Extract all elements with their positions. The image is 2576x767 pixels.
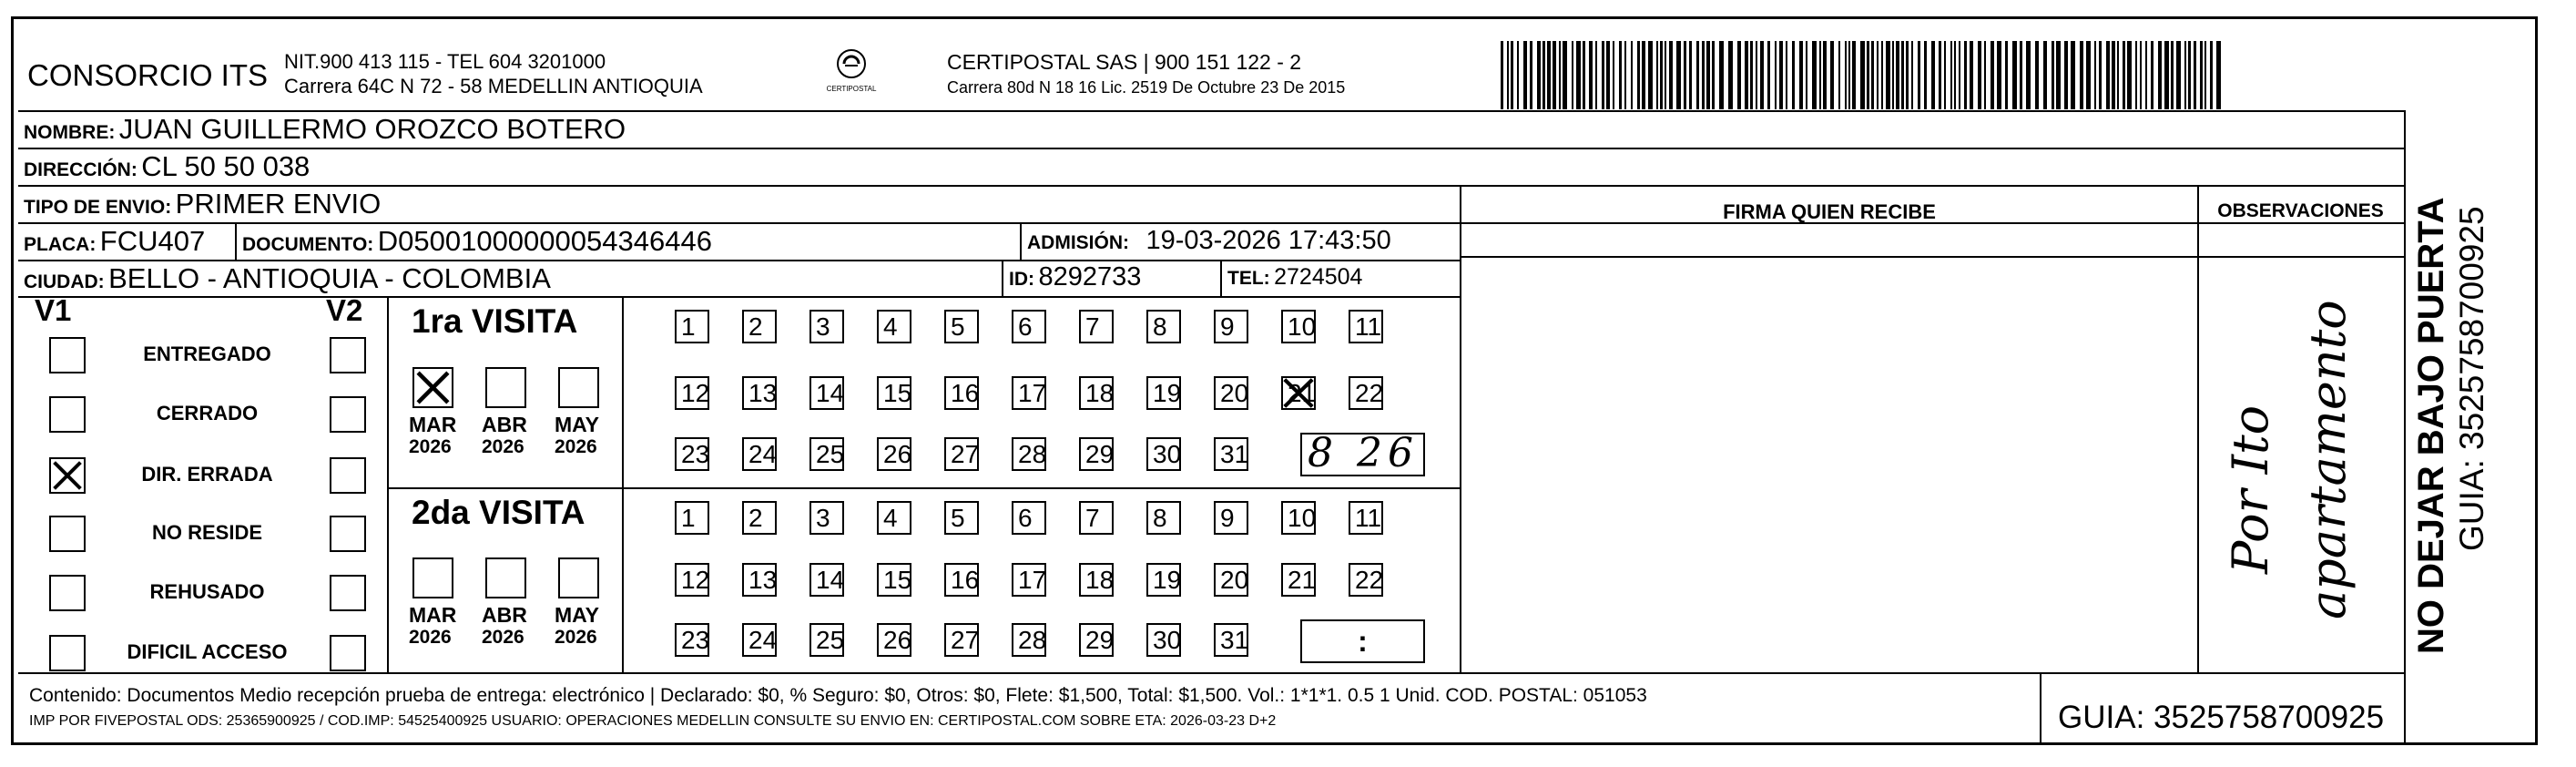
- barcode-bar: [2071, 41, 2075, 109]
- visit2-day-box[interactable]: 24: [742, 623, 777, 657]
- visit2-day-box[interactable]: 15: [877, 563, 911, 597]
- barcode-bar: [1656, 41, 1658, 109]
- barcode-bar: [1799, 41, 1803, 109]
- tipo-row: [24, 188, 381, 220]
- barcode-bar: [1848, 41, 1850, 109]
- visit2-month-label: MAR: [409, 603, 457, 627]
- visit2-day-box[interactable]: 31: [1214, 623, 1248, 657]
- barcode-bar: [2035, 41, 2039, 109]
- rule: [2404, 110, 2406, 745]
- barcode-bar: [1867, 41, 1869, 109]
- barcode-bar: [1756, 41, 1757, 109]
- rule: [1220, 260, 1222, 296]
- documento-label: DOCUMENTO:: [242, 234, 374, 255]
- placa-value: FCU407: [99, 225, 206, 257]
- barcode-bar: [2140, 41, 2142, 109]
- barcode-bar: [1881, 41, 1883, 109]
- barcode-bar: [2145, 41, 2147, 109]
- visit1-day-box[interactable]: 16: [944, 376, 979, 410]
- visit2-day-box[interactable]: 27: [944, 623, 979, 657]
- barcode-bar: [1619, 41, 1622, 109]
- barcode-bar: [1637, 41, 1640, 109]
- visit2-day-box[interactable]: 14: [809, 563, 844, 597]
- status-label: NO RESIDE: [151, 521, 263, 544]
- v2-checkbox[interactable]: [330, 635, 366, 671]
- barcode-bar: [1559, 41, 1561, 109]
- barcode-bar: [2210, 41, 2213, 109]
- barcode-bar: [2184, 41, 2186, 109]
- status-label: DIFICIL ACCESO: [127, 640, 288, 663]
- barcode-bar: [1648, 41, 1653, 109]
- barcode-bar: [1507, 41, 1509, 109]
- v1-checkbox[interactable]: [49, 396, 86, 433]
- visit2-month-checkbox[interactable]: [485, 557, 526, 598]
- nombre-value: JUAN GUILLERMO OROZCO BOTERO: [118, 113, 626, 145]
- ciudad-value: BELLO - ANTIOQUIA - COLOMBIA: [108, 262, 551, 294]
- observation-line1: Por Ito: [2222, 404, 2279, 574]
- firma-area[interactable]: [1462, 259, 2196, 671]
- visit1-day-check: [1281, 376, 1316, 410]
- v2-checkbox[interactable]: [330, 457, 366, 494]
- direccion-value: CL 50 50 038: [141, 150, 311, 182]
- footer-contenido: Contenido: Documentos Medio recepción prueba de entrega: electrónico | Declarado: $0, % Seguro: $0, Otros: $0, Flete: $1,500, Total: $1,500. Vol.: 1*1*1. 0.5 1 Unid. COD. POSTAL: 051053: [29, 685, 1647, 706]
- visit2-day-box[interactable]: 22: [1349, 563, 1383, 597]
- barcode-bar: [2176, 41, 2181, 109]
- visit1-day-box[interactable]: 18: [1079, 376, 1114, 410]
- company-name: CONSORCIO ITS: [27, 58, 269, 92]
- barcode-bar: [1642, 41, 1645, 109]
- visit2-day-box[interactable]: 29: [1079, 623, 1114, 657]
- barcode-bar: [2052, 41, 2054, 109]
- barcode-bar: [1860, 41, 1865, 109]
- side-guia: GUIA: 3525758700925: [2453, 206, 2490, 551]
- visit2-day-box[interactable]: 19: [1146, 563, 1181, 597]
- visit1-month-label: MAY: [555, 413, 599, 436]
- visit2-day-box[interactable]: 11: [1349, 501, 1383, 535]
- visit1-day-box[interactable]: 30: [1146, 437, 1181, 471]
- visit2-day-box[interactable]: 6: [1012, 501, 1046, 535]
- rule: [1460, 185, 1461, 672]
- barcode-bar: [1684, 41, 1686, 109]
- observaciones-handwriting: [2222, 273, 2386, 656]
- visit1-month-label: ABR: [482, 413, 527, 436]
- visit1-day-box[interactable]: 3: [809, 310, 844, 343]
- barcode-bar: [1838, 41, 1840, 109]
- status-label: CERRADO: [156, 402, 259, 424]
- visit1-time: 8 26: [1308, 430, 1419, 476]
- barcode-bar: [1706, 41, 1710, 109]
- barcode-bar: [1669, 41, 1673, 109]
- barcode: [1501, 41, 2229, 109]
- visit1-title: 1ra VISITA: [412, 302, 578, 340]
- barcode-bar: [1964, 41, 1967, 109]
- barcode-bar: [2099, 41, 2102, 109]
- rule: [622, 296, 624, 672]
- visit1-day-box[interactable]: 27: [944, 437, 979, 471]
- visit1-day-box[interactable]: 10: [1281, 310, 1316, 343]
- barcode-bar: [1892, 41, 1894, 109]
- barcode-bar: [1517, 41, 1519, 109]
- barcode-bar: [2106, 41, 2110, 109]
- barcode-bar: [1918, 41, 1920, 109]
- barcode-bar: [1501, 41, 1503, 109]
- visit1-day-box[interactable]: 15: [877, 376, 911, 410]
- visit2-day-box[interactable]: 10: [1281, 501, 1316, 535]
- visit1-day-box[interactable]: 12: [675, 376, 709, 410]
- barcode-bar: [2135, 41, 2137, 109]
- barcode-bar: [1775, 41, 1777, 109]
- status-label: REHUSADO: [149, 580, 265, 603]
- barcode-bar: [1523, 41, 1527, 109]
- visit1-day-box[interactable]: 9: [1214, 310, 1248, 343]
- barcode-bar: [2151, 41, 2153, 109]
- visit1-day-box[interactable]: 8: [1146, 310, 1181, 343]
- barcode-bar: [1886, 41, 1890, 109]
- barcode-bar: [2117, 41, 2119, 109]
- rule: [1020, 222, 1022, 260]
- barcode-bar: [1806, 41, 1807, 109]
- visit1-year-label: 2026: [482, 436, 524, 457]
- nombre-label: NOMBRE:: [24, 122, 116, 143]
- visit1-day-box[interactable]: 5: [944, 310, 979, 343]
- visit1-day-box[interactable]: 21: [1281, 376, 1316, 410]
- certipostal-logo: [824, 47, 879, 102]
- visit1-day-box[interactable]: 19: [1146, 376, 1181, 410]
- ciudad-label: CIUDAD:: [24, 271, 105, 292]
- tel-label: TEL:: [1227, 268, 1270, 289]
- visit1-day-box[interactable]: 14: [809, 376, 844, 410]
- visit1-day-box[interactable]: 20: [1214, 376, 1248, 410]
- v1-checkbox[interactable]: [49, 575, 86, 611]
- rule: [18, 185, 2406, 187]
- barcode-bar: [2188, 41, 2191, 109]
- visit2-day-box[interactable]: 9: [1214, 501, 1248, 535]
- visit1-day-box[interactable]: 7: [1079, 310, 1114, 343]
- visit2-day-box[interactable]: 3: [809, 501, 844, 535]
- id-value: 8292733: [1038, 262, 1142, 291]
- barcode-bar: [1589, 41, 1593, 109]
- visit1-day-box[interactable]: 11: [1349, 310, 1383, 343]
- visit2-day-box[interactable]: 12: [675, 563, 709, 597]
- barcode-bar: [2204, 41, 2206, 109]
- v2-checkbox[interactable]: [330, 337, 366, 373]
- visit2-year-label: 2026: [555, 627, 597, 648]
- barcode-bar: [2112, 41, 2115, 109]
- visit2-month-checkbox[interactable]: [558, 557, 599, 598]
- v2-checkbox[interactable]: [330, 575, 366, 611]
- barcode-bar: [1553, 41, 1556, 109]
- barcode-bar: [1702, 41, 1705, 109]
- rule: [18, 110, 2406, 112]
- company-nit: NIT.900 413 115 - TEL 604 3201000: [284, 50, 606, 73]
- barcode-bar: [1696, 41, 1699, 109]
- visit2-year-label: 2026: [409, 627, 452, 648]
- admision-label: ADMISIÓN:: [1027, 232, 1129, 253]
- visit2-time: :: [1358, 625, 1368, 658]
- rule: [2040, 672, 2041, 745]
- visit2-day-box[interactable]: 8: [1146, 501, 1181, 535]
- visit1-day-box[interactable]: 13: [742, 376, 777, 410]
- barcode-bar: [2123, 41, 2125, 109]
- footer-guia: GUIA: 3525758700925: [2058, 700, 2385, 735]
- barcode-bar: [1631, 41, 1633, 109]
- v1-checkbox[interactable]: [49, 457, 86, 494]
- barcode-bar: [1906, 41, 1909, 109]
- certipostal-line2: Carrera 80d N 18 16 Lic. 2519 De Octubre 23 De 2015: [947, 78, 1346, 97]
- visit2-day-box[interactable]: 16: [944, 563, 979, 597]
- barcode-bar: [1737, 41, 1741, 109]
- visit2-day-box[interactable]: 1: [675, 501, 709, 535]
- barcode-bar: [1543, 41, 1545, 109]
- barcode-bar: [1676, 41, 1681, 109]
- barcode-bar: [1896, 41, 1899, 109]
- barcode-bar: [2020, 41, 2022, 109]
- barcode-bar: [1745, 41, 1748, 109]
- barcode-bar: [1595, 41, 1597, 109]
- rule: [18, 260, 1461, 261]
- barcode-bar: [1823, 41, 1827, 109]
- barcode-bar: [1852, 41, 1856, 109]
- barcode-bar: [1931, 41, 1935, 109]
- documento-row: [242, 225, 712, 258]
- visit2-day-box[interactable]: 17: [1012, 563, 1046, 597]
- rule: [387, 296, 389, 672]
- rule: [1461, 256, 2406, 258]
- rule: [387, 487, 1461, 489]
- barcode-bar: [1901, 41, 1904, 109]
- visit1-day-box[interactable]: 22: [1349, 376, 1383, 410]
- tipo-value: PRIMER ENVIO: [175, 188, 382, 220]
- visit1-month-checkbox[interactable]: [485, 367, 526, 408]
- barcode-bar: [1583, 41, 1585, 109]
- barcode-bar: [1767, 41, 1770, 109]
- barcode-bar: [1606, 41, 1610, 109]
- logo-icon: [833, 47, 870, 80]
- visit1-day-box[interactable]: 4: [877, 310, 911, 343]
- rule: [2197, 185, 2199, 672]
- v2-checkbox[interactable]: [330, 396, 366, 433]
- direccion-label: DIRECCIÓN:: [24, 159, 137, 180]
- visit1-year-label: 2026: [555, 436, 597, 457]
- visit2-day-box[interactable]: 20: [1214, 563, 1248, 597]
- logo-text: CERTIPOSTAL: [826, 85, 877, 93]
- barcode-bar: [1997, 41, 2001, 109]
- v2-label: V2: [326, 293, 363, 327]
- v1-checkbox[interactable]: [49, 516, 86, 552]
- visit1-day-box[interactable]: 24: [742, 437, 777, 471]
- barcode-bar: [1563, 41, 1567, 109]
- footer-imp: IMP POR FIVEPOSTAL ODS: 25365900925 / COD.IMP: 54525400925 USUARIO: OPERACIONES MEDELLIN CONSULTE SU ENVIO EN: CERTIPOSTAL.COM SOBRE ETA: 2026-03-23 D+2: [29, 713, 1277, 729]
- visit1-month-checkbox[interactable]: [558, 367, 599, 408]
- barcode-bar: [1819, 41, 1821, 109]
- barcode-bar: [2080, 41, 2083, 109]
- status-label: DIR. ERRADA: [141, 463, 273, 486]
- observaciones-header: OBSERVACIONES: [2217, 200, 2384, 221]
- documento-value: D05001000000054346446: [377, 225, 712, 257]
- barcode-bar: [2194, 41, 2196, 109]
- placa-label: PLACA:: [24, 234, 97, 255]
- barcode-bar: [1812, 41, 1817, 109]
- visit1-day-box[interactable]: 31: [1214, 437, 1248, 471]
- admision-row: [1027, 226, 1391, 256]
- visit2-day-box[interactable]: 7: [1079, 501, 1114, 535]
- barcode-bar: [1719, 41, 1724, 109]
- barcode-bar: [2094, 41, 2096, 109]
- barcode-bar: [1728, 41, 1733, 109]
- v1-checkbox[interactable]: [49, 635, 86, 671]
- visit2-day-box[interactable]: 25: [809, 623, 844, 657]
- barcode-bar: [2200, 41, 2203, 109]
- visit1-day-box[interactable]: 26: [877, 437, 911, 471]
- barcode-bar: [1984, 41, 1986, 109]
- visit2-month-label: ABR: [482, 603, 527, 627]
- visit2-day-box[interactable]: 23: [675, 623, 709, 657]
- visit2-day-box[interactable]: 5: [944, 501, 979, 535]
- visit1-day-box[interactable]: 17: [1012, 376, 1046, 410]
- barcode-bar: [1660, 41, 1663, 109]
- visit2-day-box[interactable]: 2: [742, 501, 777, 535]
- barcode-bar: [1978, 41, 1981, 109]
- visit1-day-box[interactable]: 28: [1012, 437, 1046, 471]
- barcode-bar: [2171, 41, 2174, 109]
- barcode-bar: [2127, 41, 2132, 109]
- barcode-bar: [1624, 41, 1626, 109]
- visit2-day-box[interactable]: 26: [877, 623, 911, 657]
- barcode-bar: [1991, 41, 1994, 109]
- barcode-bar: [1576, 41, 1581, 109]
- barcode-bar: [1959, 41, 1960, 109]
- x-mark-icon: [414, 369, 452, 406]
- tipo-label: TIPO DE ENVIO:: [24, 197, 172, 218]
- barcode-bar: [1950, 41, 1952, 109]
- barcode-bar: [1939, 41, 1941, 109]
- v2-checkbox[interactable]: [330, 516, 366, 552]
- rule: [18, 672, 2406, 674]
- barcode-bar: [1877, 41, 1879, 109]
- rule: [18, 148, 2406, 149]
- barcode-bar: [2026, 41, 2031, 109]
- visit2-day-box[interactable]: 18: [1079, 563, 1114, 597]
- visit1-day-box[interactable]: 1: [675, 310, 709, 343]
- barcode-bar: [1779, 41, 1783, 109]
- visit1-month-label: MAR: [409, 413, 457, 436]
- barcode-bar: [1760, 41, 1764, 109]
- visit2-day-box[interactable]: 30: [1146, 623, 1181, 657]
- barcode-bar: [2043, 41, 2047, 109]
- rule: [235, 222, 237, 260]
- visit2-month-label: MAY: [555, 603, 599, 627]
- certipostal-line1: CERTIPOSTAL SAS | 900 151 122 - 2: [947, 50, 1302, 74]
- barcode-bar: [1750, 41, 1753, 109]
- visit1-year-label: 2026: [409, 436, 452, 457]
- barcode-bar: [1830, 41, 1834, 109]
- id-label: ID:: [1009, 269, 1034, 290]
- barcode-bar: [1954, 41, 1956, 109]
- barcode-bar: [2005, 41, 2008, 109]
- visit1-month-checkbox[interactable]: [412, 367, 453, 408]
- visit1-day-box[interactable]: 6: [1012, 310, 1046, 343]
- visit1-day-box[interactable]: 25: [809, 437, 844, 471]
- firma-header: FIRMA QUIEN RECIBE: [1723, 200, 1936, 223]
- barcode-bar: [1602, 41, 1604, 109]
- barcode-bar: [2064, 41, 2068, 109]
- x-mark-icon: [1281, 376, 1316, 410]
- barcode-bar: [1924, 41, 1927, 109]
- status-label: ENTREGADO: [143, 343, 271, 365]
- barcode-bar: [1786, 41, 1787, 109]
- barcode-bar: [1665, 41, 1666, 109]
- barcode-bar: [1537, 41, 1541, 109]
- barcode-bar: [1944, 41, 1946, 109]
- barcode-bar: [1712, 41, 1715, 109]
- v1-checkbox[interactable]: [49, 337, 86, 373]
- id-row: [1009, 262, 1141, 292]
- barcode-bar: [1871, 41, 1874, 109]
- barcode-bar: [2086, 41, 2091, 109]
- tel-row: [1227, 264, 1362, 291]
- visit2-month-checkbox[interactable]: [412, 557, 453, 598]
- barcode-bar: [1689, 41, 1692, 109]
- barcode-bar: [2164, 41, 2169, 109]
- visit2-day-box[interactable]: 28: [1012, 623, 1046, 657]
- rule: [18, 296, 1461, 298]
- barcode-bar: [1613, 41, 1614, 109]
- barcode-bar: [1970, 41, 1973, 109]
- barcode-bar: [1572, 41, 1573, 109]
- company-address: Carrera 64C N 72 - 58 MEDELLIN ANTIOQUIA: [284, 75, 703, 97]
- barcode-bar: [1911, 41, 1913, 109]
- barcode-bar: [1845, 41, 1847, 109]
- visit2-day-box[interactable]: 4: [877, 501, 911, 535]
- ciudad-row: [24, 262, 551, 295]
- placa-row: [24, 225, 205, 258]
- visit2-day-box[interactable]: 21: [1281, 563, 1316, 597]
- barcode-bar: [2056, 41, 2061, 109]
- visit2-year-label: 2026: [482, 627, 524, 648]
- observation-line2: apartamento: [2299, 300, 2357, 619]
- barcode-bar: [2216, 41, 2221, 109]
- visit2-day-box[interactable]: 13: [742, 563, 777, 597]
- v1-label: V1: [35, 293, 72, 327]
- visit1-day-box[interactable]: 23: [675, 437, 709, 471]
- barcode-bar: [1547, 41, 1551, 109]
- visit2-title: 2da VISITA: [412, 494, 585, 531]
- barcode-bar: [1530, 41, 1532, 109]
- x-mark-icon: [51, 459, 84, 492]
- visit1-day-box[interactable]: 29: [1079, 437, 1114, 471]
- rule: [1002, 260, 1003, 296]
- barcode-bar: [1792, 41, 1795, 109]
- nombre-row: [24, 113, 626, 146]
- direccion-row: [24, 150, 310, 183]
- admision-value: 19-03-2026 17:43:50: [1145, 226, 1391, 255]
- barcode-bar: [2012, 41, 2017, 109]
- side-no-dejar: NO DEJAR BAJO PUERTA: [2411, 197, 2451, 654]
- visit1-day-box[interactable]: 2: [742, 310, 777, 343]
- barcode-bar: [1511, 41, 1513, 109]
- tel-value: 2724504: [1274, 264, 1363, 290]
- barcode-bar: [2158, 41, 2162, 109]
